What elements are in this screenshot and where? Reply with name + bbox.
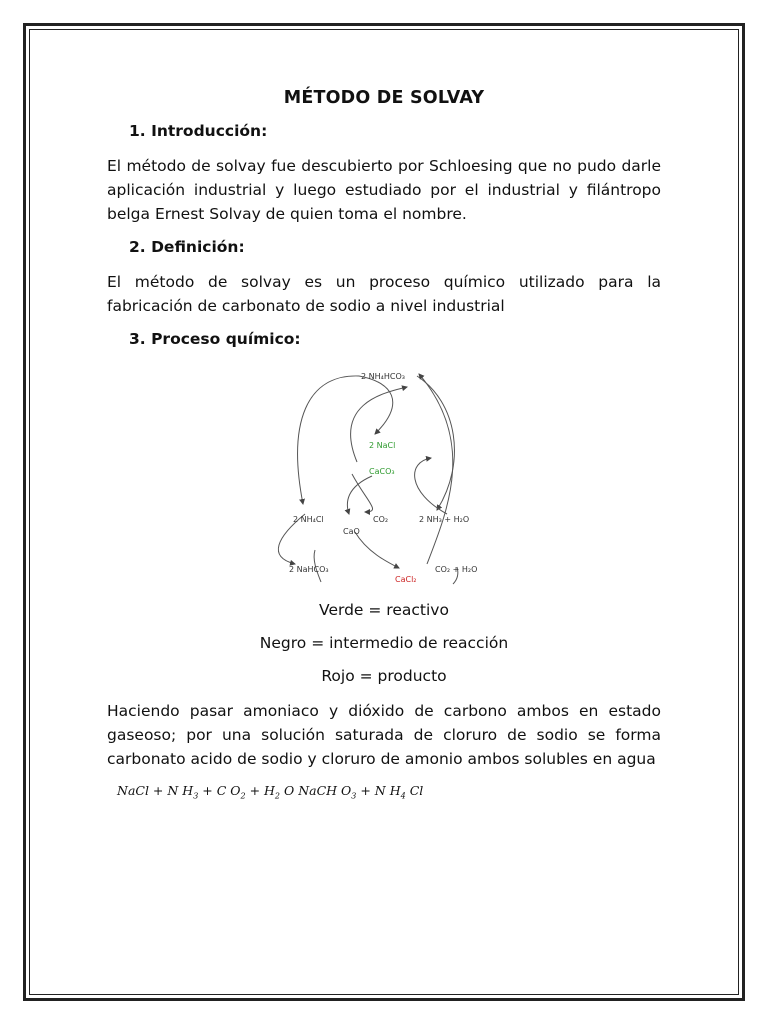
eq-part: + C O <box>198 783 241 798</box>
definition-paragraph: El método de solvay es un proceso químico utilizado para la fabricación de carbonato de sodio a nivel industrial <box>107 273 661 315</box>
chemical-equation <box>117 783 661 801</box>
label-nh4hco3: 2 NH₄HCO₃ <box>361 372 405 381</box>
label-co2-h2o: CO₂ + H₂O <box>435 565 478 574</box>
eq-part: NaCl + N H <box>117 783 194 798</box>
label-nahco3: 2 NaHCO₃ <box>289 565 329 574</box>
label-caco3: CaCO₃ <box>369 467 395 476</box>
eq-subscript: 4 <box>400 791 406 801</box>
document-title: MÉTODO DE SOLVAY <box>283 88 485 108</box>
eq-part: Cl <box>405 783 424 798</box>
label-nh4cl: 2 NH₄Cl <box>293 515 324 524</box>
cycle-arrows <box>278 374 457 584</box>
eq-part: + H <box>245 783 275 798</box>
eq-subscript: 2 <box>274 791 281 801</box>
eq-part: + N H <box>356 783 401 798</box>
eq-part: O NaCH O <box>280 783 352 798</box>
section-heading-definicion: 2. Definición: <box>129 238 245 256</box>
section-heading-proceso: 3. Proceso químico: <box>129 330 301 348</box>
label-cao: CaO <box>343 527 360 536</box>
label-cacl2: CaCl₂ <box>395 575 417 584</box>
label-co2: CO₂ <box>373 515 389 524</box>
document-body <box>107 88 661 801</box>
eq-subscript: 2 <box>240 791 246 801</box>
intro-paragraph: El método de solvay fue descubierto por Schloesing que no pudo darle aplicación industrial y luego estudiado por el industrial y filántropo belga Ernest Solvay de quien toma el nombre. <box>107 157 661 223</box>
legend-green: Verde = reactivo <box>319 601 449 619</box>
closing-paragraph: Haciendo pasar amoniaco y dióxido de carbono ambos en estado gaseoso; por una solución saturada de cloruro de sodio se forma carbonato acido de sodio y cloruro de amonio ambos solubles en agua <box>107 702 661 768</box>
label-nh3-h2o: 2 NH₃ + H₂O <box>419 515 470 524</box>
solvay-cycle-diagram <box>107 362 661 586</box>
legend-black: Negro = intermedio de reacción <box>259 634 509 652</box>
label-nacl: 2 NaCl <box>369 441 396 450</box>
legend-red: Rojo = producto <box>321 667 447 685</box>
eq-subscript: 3 <box>351 791 357 801</box>
section-heading-introduccion: 1. Introducción: <box>129 122 268 140</box>
cycle-svg <box>107 362 661 586</box>
eq-subscript: 3 <box>193 791 199 801</box>
